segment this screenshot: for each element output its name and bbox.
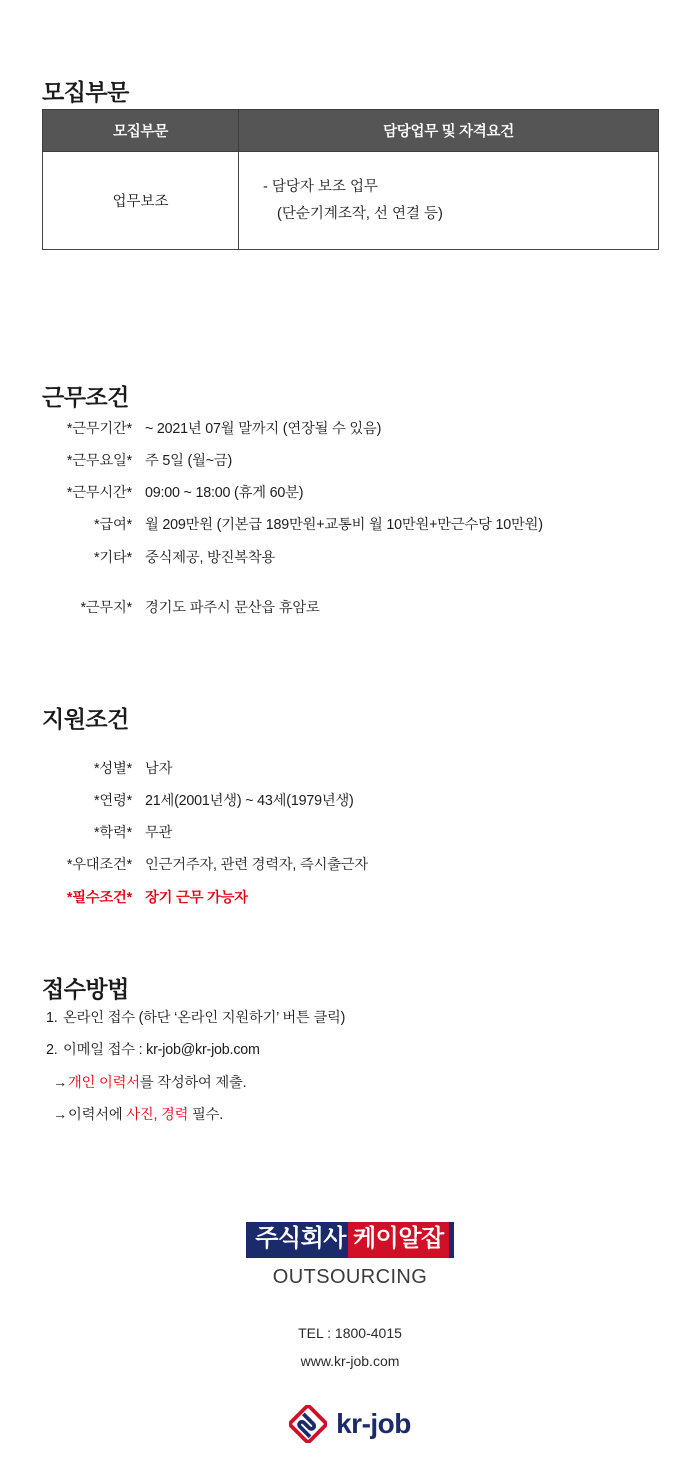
work-condition-label: *급여* — [94, 517, 132, 534]
list-item-note — [46, 1073, 345, 1094]
apply-condition-item — [0, 822, 700, 844]
work-condition-value: 중식제공, 방진복착용 — [145, 549, 276, 566]
apply-condition-value: 무관 — [145, 825, 173, 842]
apply-condition-item-required — [0, 887, 700, 909]
work-condition-item — [0, 450, 700, 472]
list-item — [46, 1040, 345, 1061]
work-location-value: 경기도 파주시 문산읍 휴암로 — [145, 600, 320, 616]
work-location-item — [0, 597, 700, 619]
table-cell-position: 업무보조 — [43, 152, 239, 250]
contact-info — [0, 1319, 700, 1375]
list-item — [46, 1008, 345, 1029]
company-name-banner — [246, 1222, 454, 1258]
apply-condition-label: *성별* — [94, 761, 132, 777]
work-condition-item — [0, 514, 700, 536]
arrow-icon: → — [53, 1074, 68, 1091]
duty-line-1: - 담당자 보조 업무 — [263, 178, 378, 195]
apply-condition-label: *학력* — [94, 825, 132, 842]
apply-condition-value: 남자 — [145, 761, 173, 777]
table-cell-duty — [239, 152, 659, 250]
footer — [0, 1222, 700, 1443]
apply-condition-value: 21세(2001년생) ~ 43세(1979년생) — [145, 793, 354, 810]
arrow-icon: → — [53, 1107, 68, 1124]
work-condition-value: 09:00 ~ 18:00 (휴게 60분) — [145, 485, 304, 502]
work-condition-item — [0, 418, 700, 440]
work-condition-label: *근무기간* — [66, 421, 132, 437]
brand-logo — [0, 1405, 700, 1443]
apply-condition-item — [0, 790, 700, 812]
work-condition-value: 월 209만원 (기본급 189만원+교통비 월 10만원+만근수당 10만원) — [145, 517, 543, 534]
contact-website[interactable]: www.kr-job.com — [300, 1352, 400, 1369]
work-condition-item — [0, 482, 700, 504]
brand-name: kr-job — [336, 1407, 411, 1439]
table-header-row — [43, 110, 659, 152]
apply-condition-label: *필수조건* — [66, 889, 132, 906]
section-title-apply-conditions: 지원조건 — [42, 706, 129, 733]
section-title-recruit: 모집부문 — [42, 79, 129, 106]
table-header-duty: 담당업무 및 자격요건 — [239, 110, 659, 152]
list-marker: 1. — [46, 1010, 58, 1026]
note-highlight: 개인 이력서 — [68, 1074, 140, 1091]
note-highlight: 사진, 경력 — [126, 1107, 189, 1124]
list-item-text: 온라인 접수 (하단 ‘온라인 지원하기’ 버튼 클릭) — [63, 1010, 346, 1026]
work-location-row — [0, 597, 700, 629]
work-condition-item — [0, 547, 700, 569]
work-condition-label: *근무요일* — [66, 453, 132, 470]
work-condition-value: ~ 2021년 07월 말까지 (연장될 수 있음) — [145, 421, 382, 437]
note-pre: 이력서에 — [68, 1107, 127, 1124]
company-name-part1: 주식회사 — [255, 1225, 346, 1252]
list-item-note — [46, 1105, 345, 1126]
note-post: 를 작성하여 제출. — [139, 1074, 247, 1091]
work-condition-label: *근무시간* — [66, 485, 132, 502]
list-marker: 2. — [46, 1042, 58, 1059]
apply-conditions-list — [0, 758, 700, 919]
section-title-how-to-apply: 접수방법 — [42, 976, 129, 1003]
work-location-label: *근무지* — [80, 600, 132, 616]
section-title-work-conditions: 근무조건 — [42, 384, 129, 411]
apply-condition-item — [0, 854, 700, 876]
work-condition-value: 주 5일 (월~금) — [145, 453, 233, 470]
company-subtitle: OUTSOURCING — [272, 1265, 428, 1288]
apply-condition-value: 장기 근무 가능자 — [145, 889, 248, 906]
recruit-table — [42, 109, 659, 250]
work-conditions-list — [0, 418, 700, 579]
contact-tel: TEL : 1800-4015 — [298, 1324, 402, 1341]
apply-condition-label: *우대조건* — [66, 857, 132, 874]
apply-condition-value: 인근거주자, 관련 경력자, 즉시출근자 — [145, 857, 369, 874]
note-post: 필수. — [188, 1107, 223, 1124]
duty-line-2: (단순기계조작, 선 연결 등) — [277, 205, 443, 222]
apply-condition-label: *연령* — [94, 793, 132, 810]
work-condition-label: *기타* — [94, 549, 132, 566]
list-item-text: 이메일 접수 : kr-job@kr-job.com — [63, 1042, 260, 1059]
how-to-apply-list — [46, 1008, 345, 1138]
kr-job-logo-icon — [289, 1405, 327, 1443]
apply-condition-item — [0, 758, 700, 780]
table-header-position: 모집부문 — [43, 110, 239, 152]
table-row — [43, 152, 659, 250]
company-name-part2: 케이알잡 — [348, 1222, 449, 1258]
